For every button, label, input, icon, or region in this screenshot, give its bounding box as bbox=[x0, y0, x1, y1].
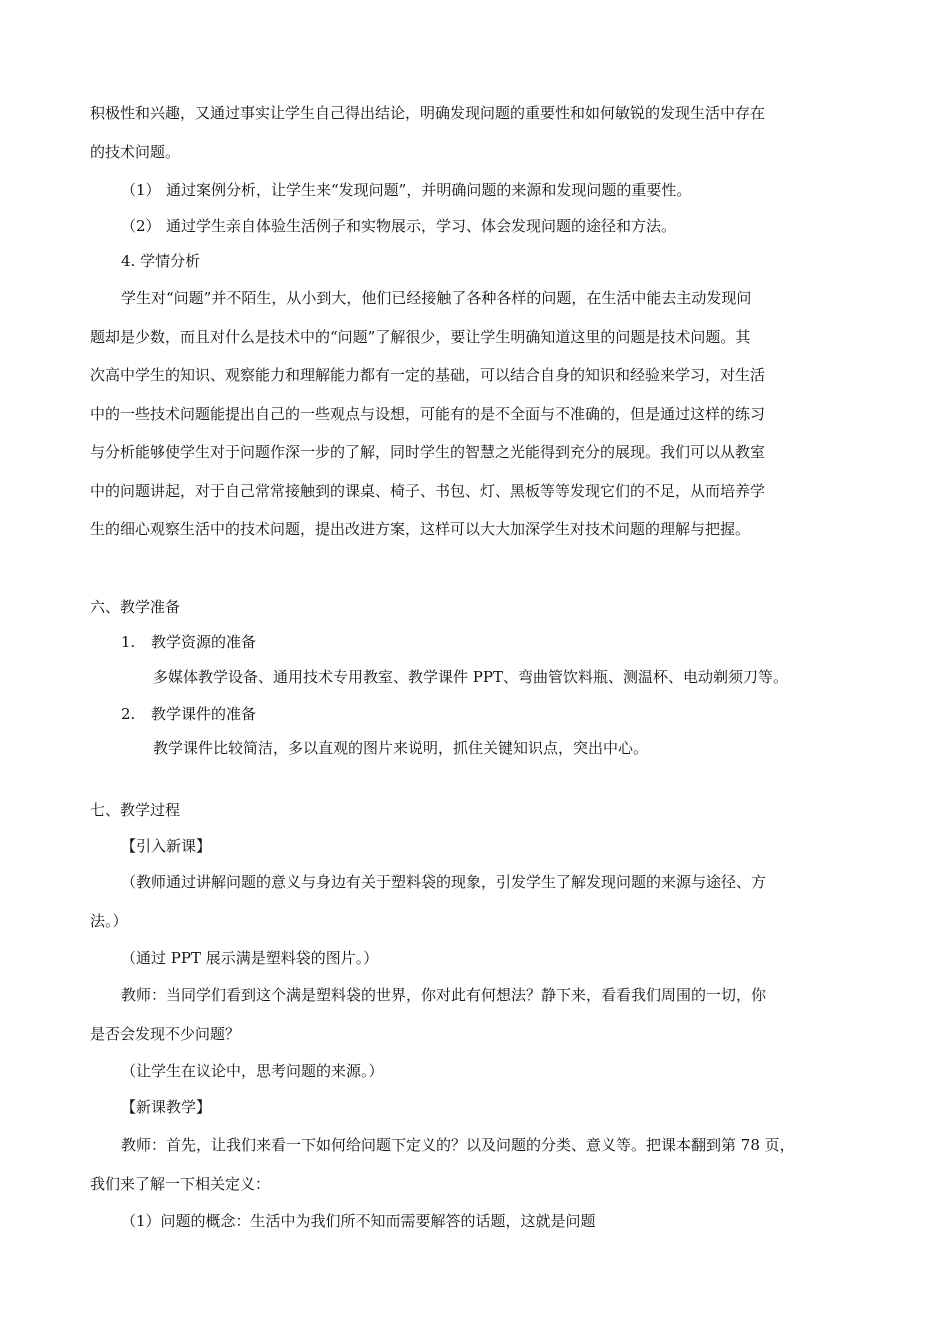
paragraph-line: 学生对“问题”并不陌生，从小到大，他们已经接触了各种各样的问题，在生活中能去主动发现问 bbox=[121, 289, 752, 307]
paragraph-line: 次高中学生的知识、观察能力和理解能力都有一定的基础，可以结合自身的知识和经验来学习，对生活 bbox=[90, 366, 766, 384]
goal-number: （1） bbox=[121, 181, 161, 199]
ppt-note: （通过 PPT 展示满是塑料袋的图片。） bbox=[121, 949, 379, 967]
subheading-new-lesson: 【新课教学】 bbox=[121, 1098, 212, 1116]
paragraph-line: 是否会发现不少问题？ bbox=[90, 1025, 241, 1043]
prep-number: 2. bbox=[121, 705, 136, 723]
prep-item-2-title bbox=[121, 704, 256, 724]
goal-item-1 bbox=[121, 180, 691, 200]
concept-definition: （1）问题的概念：生活中为我们所不知而需要解答的话题，这就是问题 bbox=[121, 1212, 596, 1230]
section-heading-preparation: 六、教学准备 bbox=[90, 598, 181, 616]
paragraph-line: 我们来了解一下相关定义： bbox=[90, 1175, 271, 1193]
paragraph-line: 教师：首先，让我们来看一下如何给问题下定义的？以及问题的分类、意义等。把课本翻到第 78 页， bbox=[121, 1136, 795, 1154]
paragraph-line: 中的一些技术问题能提出自己的一些观点与设想，可能有的是不全面与不准确的，但是通过这样的练习 bbox=[90, 405, 766, 423]
paragraph-line: 的技术问题。 bbox=[90, 143, 181, 161]
goal-number: （2） bbox=[121, 217, 161, 235]
paragraph-line: 法。） bbox=[90, 912, 128, 930]
discussion-note: （让学生在议论中，思考问题的来源。） bbox=[121, 1062, 384, 1080]
prep-title: 教学课件的准备 bbox=[151, 705, 257, 723]
goal-text: 通过学生亲自体验生活例子和实物展示，学习、体会发现问题的途径和方法。 bbox=[166, 217, 677, 235]
paragraph-line: 中的问题讲起，对于自己常常接触到的课桌、椅子、书包、灯、黑板等等发现它们的不足，从而培养学 bbox=[90, 482, 766, 500]
paragraph-line: （教师通过讲解问题的意义与身边有关于塑料袋的现象，引发学生了解发现问题的来源与途径、方 bbox=[121, 873, 767, 891]
section-heading-learning-analysis: 4. 学情分析 bbox=[121, 252, 201, 270]
prep-item-1-title bbox=[121, 632, 256, 652]
section-heading-process: 七、教学过程 bbox=[90, 801, 181, 819]
paragraph-line: 教师：当同学们看到这个满是塑料袋的世界，你对此有何想法？静下来，看看我们周围的一切，你 bbox=[121, 986, 767, 1004]
subheading-intro: 【引入新课】 bbox=[121, 837, 212, 855]
paragraph-line: 生的细心观察生活中的技术问题，提出改进方案，这样可以大大加深学生对技术问题的理解与把握。 bbox=[90, 520, 751, 538]
goal-text: 通过案例分析，让学生来“发现问题”，并明确问题的来源和发现问题的重要性。 bbox=[166, 181, 692, 199]
paragraph-line: 积极性和兴趣，又通过事实让学生自己得出结论，明确发现问题的重要性和如何敏锐的发现生活中存在 bbox=[90, 104, 766, 122]
prep-title: 教学资源的准备 bbox=[151, 633, 257, 651]
prep-item-2-body: 教学课件比较简洁，多以直观的图片来说明，抓住关键知识点，突出中心。 bbox=[153, 739, 649, 757]
paragraph-line: 与分析能够使学生对于问题作深一步的了解，同时学生的智慧之光能得到充分的展现。我们可以从教室 bbox=[90, 443, 766, 461]
prep-number: 1. bbox=[121, 633, 136, 651]
paragraph-line: 题却是少数，而且对什么是技术中的“问题”了解很少，要让学生明确知道这里的问题是技术问题。其 bbox=[90, 328, 751, 346]
goal-item-2 bbox=[121, 216, 676, 236]
prep-item-1-body: 多媒体教学设备、通用技术专用教室、教学课件 PPT、弯曲管饮料瓶、测温杯、电动剃须刀等。 bbox=[153, 668, 788, 686]
